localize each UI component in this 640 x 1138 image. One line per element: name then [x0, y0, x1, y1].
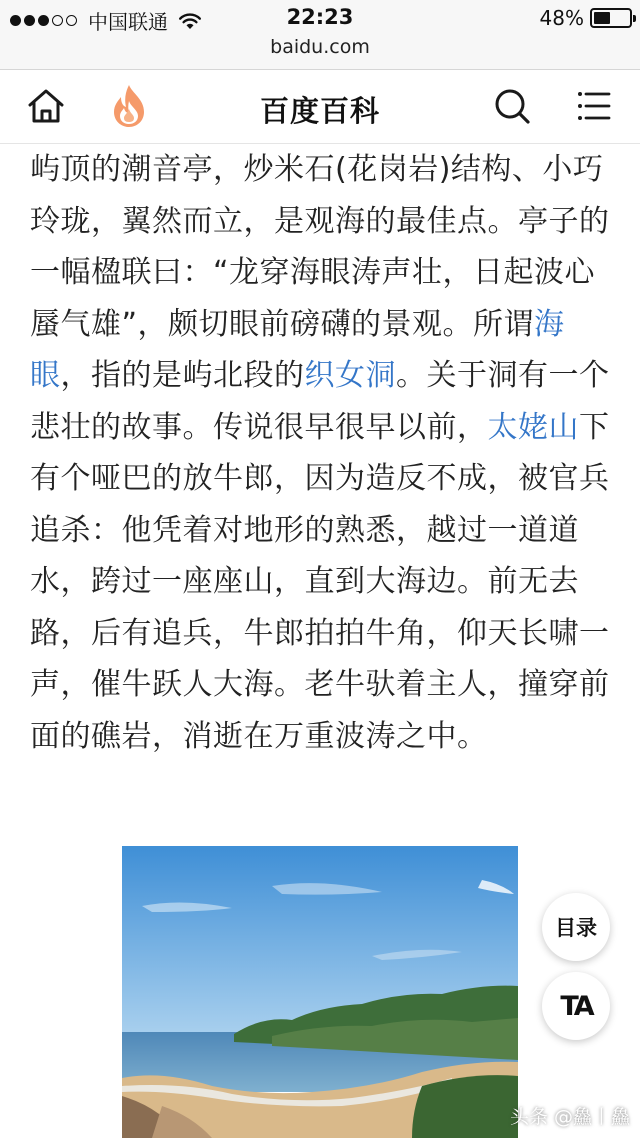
watermark: 头条 @鱻丨鱻 [509, 1106, 630, 1128]
ta-button-label: TA [560, 990, 592, 1022]
menu-icon[interactable] [574, 88, 614, 124]
battery-icon [590, 8, 632, 28]
status-time: 22:23 [286, 5, 354, 29]
page-title: 百度百科 [259, 94, 380, 128]
status-right [540, 6, 632, 30]
search-icon[interactable] [492, 86, 532, 126]
article-text: 屿顶的潮音亭，炒米石(花岗岩)结构、小巧玲珑，翼然而立，是观海的最佳点。亭子的一幅楹联曰：“龙穿海眼涛声壮，日起波心蜃气雄”，颇切眼前磅礴的景观。所谓 [30, 152, 610, 342]
toc-button[interactable] [542, 893, 610, 961]
url-domain: baidu.com [270, 36, 370, 58]
article-body [30, 144, 610, 762]
link-hai-yan[interactable]: 海眼 [30, 306, 565, 393]
link-zhi-nv-dong[interactable]: 织女洞 [304, 358, 396, 393]
article-photo [122, 846, 518, 1138]
link-tai-mu-shan[interactable]: 太姥山 [487, 409, 579, 445]
app-header [0, 70, 640, 144]
url-bar[interactable] [0, 36, 640, 70]
ta-button[interactable] [542, 972, 610, 1040]
status-bar [0, 0, 640, 36]
battery-percent: 48% [539, 6, 584, 30]
carrier-name: 中国联通 [88, 10, 168, 34]
article-text: ，指的是屿北段的 [60, 358, 305, 393]
article-text: 下有个哑巴的放牛郎，因为造反不成，被官兵追杀：他凭着对地形的熟悉，越过一道道水，跨过一座座山，直到大海边。前无去路，后有追兵，牛郎拍拍牛角，仰天长啸一声，催牛跃人大海。老牛驮着主人，撞穿前面的礁岩，消逝在万重波涛之中。 [30, 409, 610, 754]
toc-button-label: 目录 [555, 916, 597, 940]
article-text: 。关于洞有一个悲壮的故事。传说很早很早以前， [30, 358, 610, 445]
